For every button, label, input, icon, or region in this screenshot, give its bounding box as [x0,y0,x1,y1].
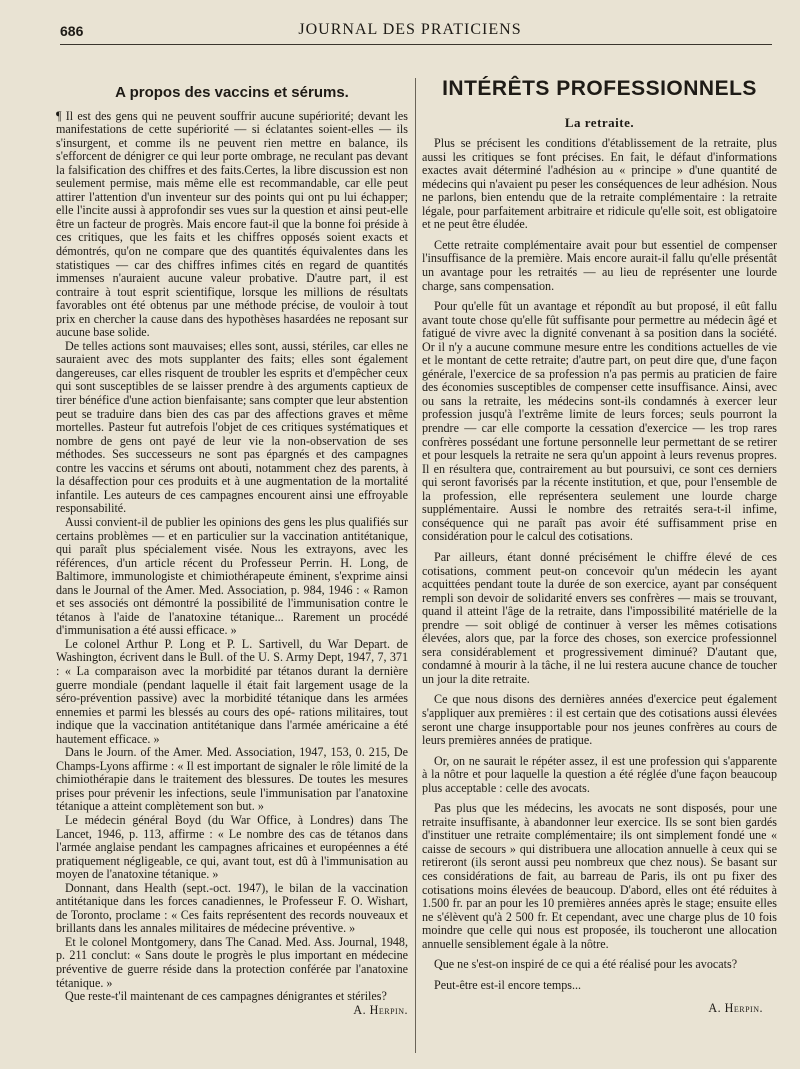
article-paragraph: Par ailleurs, étant donné précisément le chiffre élevé de ces cotisations, comment peut-on concevoir qu'un médecin les ayant acquittées pendant toute la durée de son exercice, ayant par conséquent rempli son devoir de solidarité envers ses confrères — mais se trouvant, quand il atteint l'âge de la retraite, dans l'impossibilité matérielle de la prendre — soit obligé de continuer à verser les mêmes cotisations élevées, alors que, par la force des choses, son exercice professionnel sera considérablement et progressivement diminué? D'autant que, condamné à mourir à la tâche, il ne lui restera aucune chance de toucher un jour la dite retraite. [422,549,777,686]
article-subtitle: La retraite. [564,114,635,130]
column-divider [415,78,416,1053]
article-paragraph: ¶ Il est des gens qui ne peuvent souffrir aucune supériorité; devant les manifestations de cette supériorité — si éclatantes soient-elles — ils s'insurgent, et comme ils ne peuvent rien mettre en balance, ils s'efforcent de dénigrer ce qui leur porte ombrage, ne reculant pas devant la falsification des chiffres et des faits.Certes, la libre discussion est non seulement permise, mais même elle est recommandable, car elle peut attirer l'attention d'un inventeur sur des points qui ont pu lui échapper; elle l'incite aussi à approfondir ses vues sur la question et ainsi peut-elle être un facteur de progrès. Mais encore faut-il que la bonne foi préside à ces critiques, que les faits et les chiffres opposés soient exacts et démontrés, qu'on ne compare que des quantités équivalentes dans les statistiques — car des chiffres infimes cités en regard de quantités immenses n'auraient aucune valeur probative. D'autre part, il est contraire à tout esprit scientifique, lorsque les millions de résultats favorables ont été obtenus par une méthode précise, de vouloir à tout prix en chercher la cause dans des hypothèses hasardées ne reposant sur aucune base solide. [56,108,408,340]
page-header [60,20,760,42]
section-title: INTÉRÊTS PROFESSIONNELS [442,77,757,100]
article-paragraph: Peut-être est-il encore temps... [434,977,582,992]
left-article [56,80,408,1017]
article-paragraph: Et le colonel Montgomery, dans The Canad. Med. Ass. Journal, 1948, p. 211 conclut: « Sans doute le progrès le plus important en médecine préventive de guerre réside dans la protection conférée par l'anatoxine tétanique. » [56,934,408,990]
article-paragraph: De telles actions sont mauvaises; elles sont, aussi, stériles, car elles ne sauraient avec des mots supplanter des faits; elles sont également dangereuses, car elles risquent de troubler les esprits et d'empêcher ceux qui sont susceptibles de se laisser prendre à des arguments captieux de tirer bénéfice d'une action bienfaisante; sans compter que leur abstention peut se traduire dans bien des cas par des affections graves et même mortelles. Pasteur fut autrefois l'objet de ces critiques systématiques et nombre de gens ont payé de leur vie la non-observation de ses méthodes. Ses successeurs ne sont pas épargnés et des campagnes contre les vaccins et sérums ont abouti, notamment chez des parents, à la désaffection pour ces produits et à une augmentation de la mortalité infantile. Les auteurs de ces campagnes encourent ainsi une effroyable responsabilité. [56,338,408,516]
article-paragraph: Donnant, dans Health (sept.-oct. 1947), le bilan de la vaccination antitétanique dans les forces canadiennes, le Professeur F. O. Wishart, de Toronto, proclame : « Ces faits représentent des records nouveaux et brillants dans les annales militaires de médecine préventive. » [56,880,408,936]
article-paragraph: Pour qu'elle fût un avantage et répondît au but proposé, il eût fallu avant toute chose qu'elle fût suffisante pour permettre au médecin âgé et fatigué de vivre avec la dignité convenant à sa position dans la société. Or il n'y a aucune commune mesure entre les conditions actuelles de vie et le montant de cette retraite; d'autre part, on peut dire que, d'une façon générale, l'exercice de sa profession n'a pas permis au praticien de faire des économies susceptibles de compenser cette insuffisance. Ainsi, avec ou sans la retraite, les médecins sont-ils condamnés à exercer leur profession jusqu'à l'extrême limite de leurs forces; seuls pourront la prendre — car elle comporte la cessation d'exercice — les trop rares confrères possédant une fortune personnelle leur permettant de se retirer et pour lesquels la retraite ne sera qu'un appoint à leurs revenus propres. Il en résultera que, contrairement au but poursuivi, ce sont ces derniers qui seront favorisés par la récente institution, et que, pour l'ensemble de la profession, elle représentera seulement une lourde charge supplémentaire. Aussi le nombre des retraités sera-t-il infime, conséquence qui ne paraît pas avoir été suffisamment prise en considération pour le calcul des cotisations. [422,299,777,544]
journal-title: JOURNAL DES PRATICIENS [298,21,522,38]
article-paragraph: Que ne s'est-on inspiré de ce qui a été réalisé pour les avocats? [434,957,738,972]
article-paragraph: Pas plus que les médecins, les avocats ne sont disposés, pour une retraite insuffisante, à abandonner leur exercice. Ils se sont bien gardés d'instituer une retraite complémentaire; ils ont simplement fondé une « caisse de secours » qui distribuera une allocation annuelle à ceux qui se retireront (ils seront aussi peu nombreux que chez nous). Se basant sur ces considérations de fait, au barreau de Paris, ils ont pu fixer des cotisations moins élevées de beaucoup. D'abord, elles ont été réduites à 1.500 fr. par an pour les 10 premières années après le stage; ensuite elles ne s'élèvent qu'à 2 500 fr. Et cependant, avec une charge plus de 10 fois moindre que celle qui nous est proposée, ils toucheront une allocation annuelle sensiblement égale à la nôtre. [422,801,777,951]
right-article-signature: A. Herpin. [708,1001,763,1016]
article-paragraph: Cette retraite complémentaire avait pour but essentiel de compenser l'insuffisance de la première. Mais encore aurait-il fallu qu'elle présentât un avantage pour les retraités — au lieu de représenter une lourde charge, sans compensation. [422,237,777,293]
article-paragraph: Dans le Journ. of the Amer. Med. Association, 1947, 153, 0. 215, De Champs-Lyons affirme : « Il est important de signaler le rôle limité de la chimiothérapie dans le traitement des blessures. De toutes les mesures prises pour prévenir les infections, seule l'immunisation par l'anatoxine tétanique a atteint complètement son but. » [56,745,408,814]
article-paragraph: Le médecin général Boyd (du War Office, à Londres) dans The Lancet, 1946, p. 113, affirme : « Le nombre des cas de tétanos dans l'armée anglaise pendant les campagnes africaines et européennes a été pratiquement négligeable, ce qui, avant tout, est dû à l'immunisation au moyen de l'anatoxine tétanique. » [56,812,408,882]
left-article-signature: A. Herpin. [353,1002,408,1017]
article-paragraph: Aussi convient-il de publier les opinions des gens les plus qualifiés sur certains problèmes — et en particulier sur la vaccination antitétanique, qui paraît plus spécialement visée. Nous les extrayons, avec les références, d'un article récent du Professeur Perrin. H. Long, de Baltimore, immunologiste et chimiothérapeute éminent, s'exprime ainsi dans le Journal of the Amer. Med. Association, p. 984, 1946 : « Ramon et ses associés ont démontré la possibilité de l'immunisation contre le tétanos à l'aide de l'anatoxine tétanique... Rarement un procédé d'immunisation a été aussi efficace. » [56,514,408,638]
page-number: 686 [60,23,84,39]
article-paragraph: Que reste-t'il maintenant de ces campagnes dénigrantes et stériles? [65,989,387,1004]
article-paragraph: Ce que nous disons des dernières années d'exercice peut également s'appliquer aux premières : il est certain que des cotisations aussi élevées seront une charge insupportable pour nos jeunes confrères au cours de leurs premières années de pratique. [422,692,777,748]
article-paragraph: Le colonel Arthur P. Long et P. L. Sartivell, du War Depart. de Washington, écrivent dans le Bull. of the U. S. Army Dept, 1947, 7, 371 : « La comparaison avec la morbidité par tétanos durant la dernière guerre mondiale (pendant laquelle il était fait largement usage de la séro-prévention passive) avec la morbidité tétanique dans les armées ennemies et parmi les blessés au cours des opé- rations militaires, tout indique que la vaccination antitétanique dans l'armée américaine a été hautement efficace. » [56,636,408,746]
header-rule [60,44,772,45]
article-paragraph: Plus se précisent les conditions d'établissement de la retraite, plus aussi les critiques se font précises. En fait, le défaut d'informations exactes avait déterminé l'adhésion au « principe » d'une quantité de médecins qui n'avaient pu peser les conséquences de leur adhésion. Nous ne parlons, bien entendu que de la retraite complémentaire : la retraite légale, pour parfaitement arbitraire et ridicule qu'elle soit, est obligatoire et ne peut être éludée. [422,136,777,232]
left-article-title: A propos des vaccins et sérums. [115,84,349,101]
article-paragraph: Or, on ne saurait le répéter assez, il est une profession qui s'apparente à la nôtre et pour laquelle la question a été réglée d'une façon beaucoup plus acceptable : celle des avocats. [422,753,777,795]
right-article [422,77,777,1016]
